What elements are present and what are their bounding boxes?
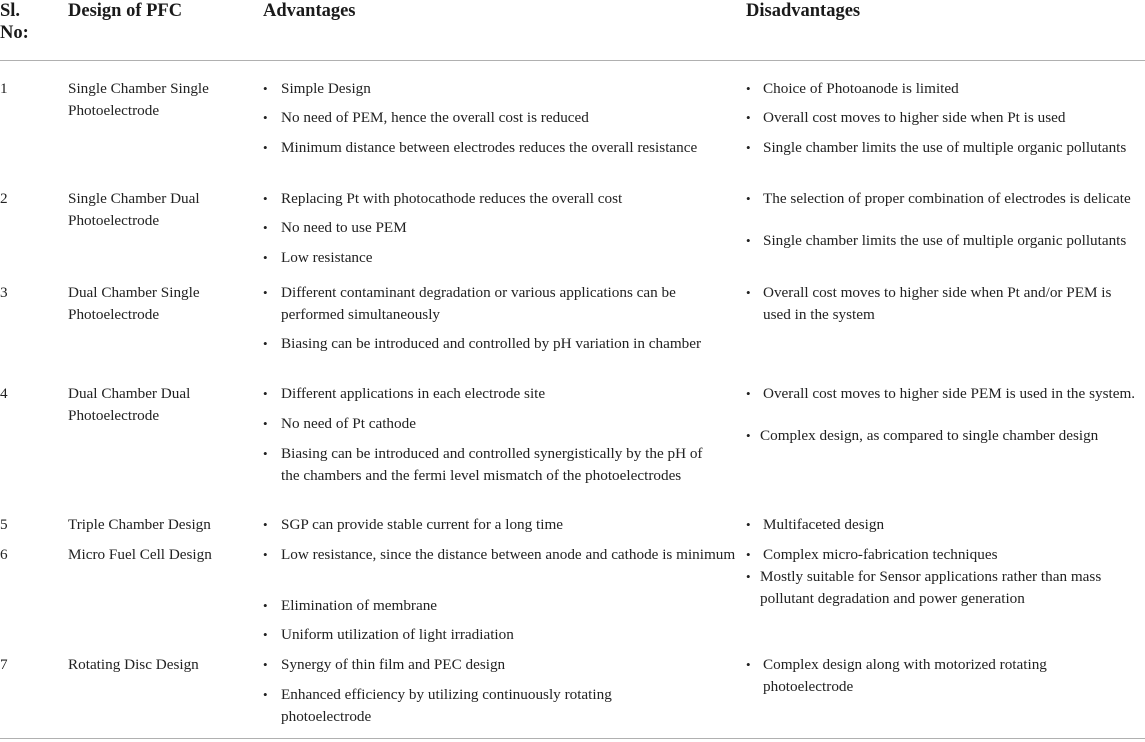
row-4-adv-bullet: • — [263, 386, 268, 401]
row-5-adv-bullet: • — [263, 517, 268, 532]
header-advantages: Advantages — [263, 1, 356, 21]
row-4-disadvantage: Overall cost moves to higher side PEM is used in the system. — [763, 385, 1136, 402]
row-1-disadvantage: Choice of Photoanode is limited — [763, 80, 959, 97]
row-4-advantage: No need of Pt cathode — [281, 415, 416, 432]
row-2-disadvantage: Single chamber limits the use of multiple organic pollutants — [763, 232, 1127, 249]
row-1-adv-bullet: • — [263, 140, 268, 155]
row-2-disadvantage: The selection of proper combination of electrodes is delicate — [763, 190, 1131, 207]
row-7-number: 7 — [0, 656, 8, 673]
row-5-advantage: SGP can provide stable current for a long time — [281, 516, 564, 533]
row-2-number: 2 — [0, 190, 8, 207]
row-2-advantage: No need to use PEM — [281, 219, 407, 236]
row-1-disadvantage: Overall cost moves to higher side when Pt is used — [763, 109, 1066, 126]
row-2-dis-bullet: • — [746, 233, 751, 248]
row-4-disadvantage: Complex design, as compared to single chamber design — [760, 427, 1099, 444]
row-4-number: 4 — [0, 385, 8, 402]
header-rule — [0, 60, 1145, 61]
row-2-adv-bullet: • — [263, 250, 268, 265]
row-1-adv-bullet: • — [263, 110, 268, 125]
row-6-dis-bullet: • — [746, 569, 751, 584]
row-6-dis-bullet: • — [746, 547, 751, 562]
row-5-dis-bullet: • — [746, 517, 751, 532]
header-design: Design of PFC — [68, 1, 183, 21]
row-2-dis-bullet: • — [746, 191, 751, 206]
row-6-advantage: Low resistance, since the distance between anode and cathode is minimum — [281, 546, 736, 563]
row-6-design: Micro Fuel Cell Design — [68, 546, 212, 563]
row-2-advantage: Low resistance — [281, 249, 373, 266]
row-3-advantage: Biasing can be introduced and controlled by pH variation in chamber — [281, 335, 702, 352]
row-4-advantage: Different applications in each electrode site — [281, 385, 546, 402]
row-7-adv-bullet: • — [263, 687, 268, 702]
row-6-disadvantage: Mostly suitable for Sensor applications rather than mass pollutant degradation and power generation — [760, 568, 1102, 607]
row-3-design: Dual Chamber Single Photoelectrode — [68, 284, 200, 323]
row-4-dis-bullet: • — [746, 386, 751, 401]
row-1-adv-bullet: • — [263, 81, 268, 96]
row-6-disadvantage: Complex micro-fabrication techniques — [763, 546, 998, 563]
row-6-adv-bullet: • — [263, 598, 268, 613]
row-3-advantage: Different contaminant degradation or various applications can be performed simultaneously — [281, 284, 676, 323]
row-1-design: Single Chamber Single Photoelectrode — [68, 80, 209, 119]
row-4-dis-bullet: • — [746, 428, 751, 443]
row-2-adv-bullet: • — [263, 191, 268, 206]
header-sl-no: Sl. No: — [0, 1, 29, 43]
row-1-disadvantage: Single chamber limits the use of multiple organic pollutants — [763, 139, 1127, 156]
row-3-adv-bullet: • — [263, 336, 268, 351]
row-1-advantage: No need of PEM, hence the overall cost is reduced — [281, 109, 589, 126]
row-6-number: 6 — [0, 546, 8, 563]
row-1-dis-bullet: • — [746, 140, 751, 155]
row-7-adv-bullet: • — [263, 657, 268, 672]
row-5-design: Triple Chamber Design — [68, 516, 211, 533]
row-1-advantage: Simple Design — [281, 80, 371, 97]
row-1-dis-bullet: • — [746, 81, 751, 96]
header-disadvantages: Disadvantages — [746, 1, 861, 21]
row-5-number: 5 — [0, 516, 8, 533]
row-6-adv-bullet: • — [263, 627, 268, 642]
row-1-dis-bullet: • — [746, 110, 751, 125]
row-4-design: Dual Chamber Dual Photoelectrode — [68, 385, 191, 424]
row-2-advantage: Replacing Pt with photocathode reduces the overall cost — [281, 190, 623, 207]
row-5-disadvantage: Multifaceted design — [763, 516, 885, 533]
row-7-advantage: Synergy of thin film and PEC design — [281, 656, 506, 673]
row-2-adv-bullet: • — [263, 220, 268, 235]
row-6-advantage: Elimination of membrane — [281, 597, 438, 614]
row-3-dis-bullet: • — [746, 285, 751, 300]
row-7-design: Rotating Disc Design — [68, 656, 199, 673]
row-6-adv-bullet: • — [263, 547, 268, 562]
row-7-disadvantage: Complex design along with motorized rotating photoelectrode — [763, 656, 1047, 695]
row-4-adv-bullet: • — [263, 416, 268, 431]
row-7-advantage: Enhanced efficiency by utilizing continuously rotating photoelectrode — [281, 686, 612, 725]
row-1-advantage: Minimum distance between electrodes reduces the overall resistance — [281, 139, 698, 156]
bottom-rule — [0, 738, 1145, 739]
row-6-advantage: Uniform utilization of light irradiation — [281, 626, 514, 643]
row-7-dis-bullet: • — [746, 657, 751, 672]
row-2-design: Single Chamber Dual Photoelectrode — [68, 190, 200, 229]
row-4-advantage: Biasing can be introduced and controlled synergistically by the pH of the chambers and the fermi level mismatch of the photoelectrodes — [281, 445, 703, 484]
row-3-number: 3 — [0, 284, 8, 301]
row-1-number: 1 — [0, 80, 8, 97]
row-3-adv-bullet: • — [263, 285, 268, 300]
row-3-disadvantage: Overall cost moves to higher side when Pt and/or PEM is used in the system — [763, 284, 1112, 323]
row-4-adv-bullet: • — [263, 446, 268, 461]
